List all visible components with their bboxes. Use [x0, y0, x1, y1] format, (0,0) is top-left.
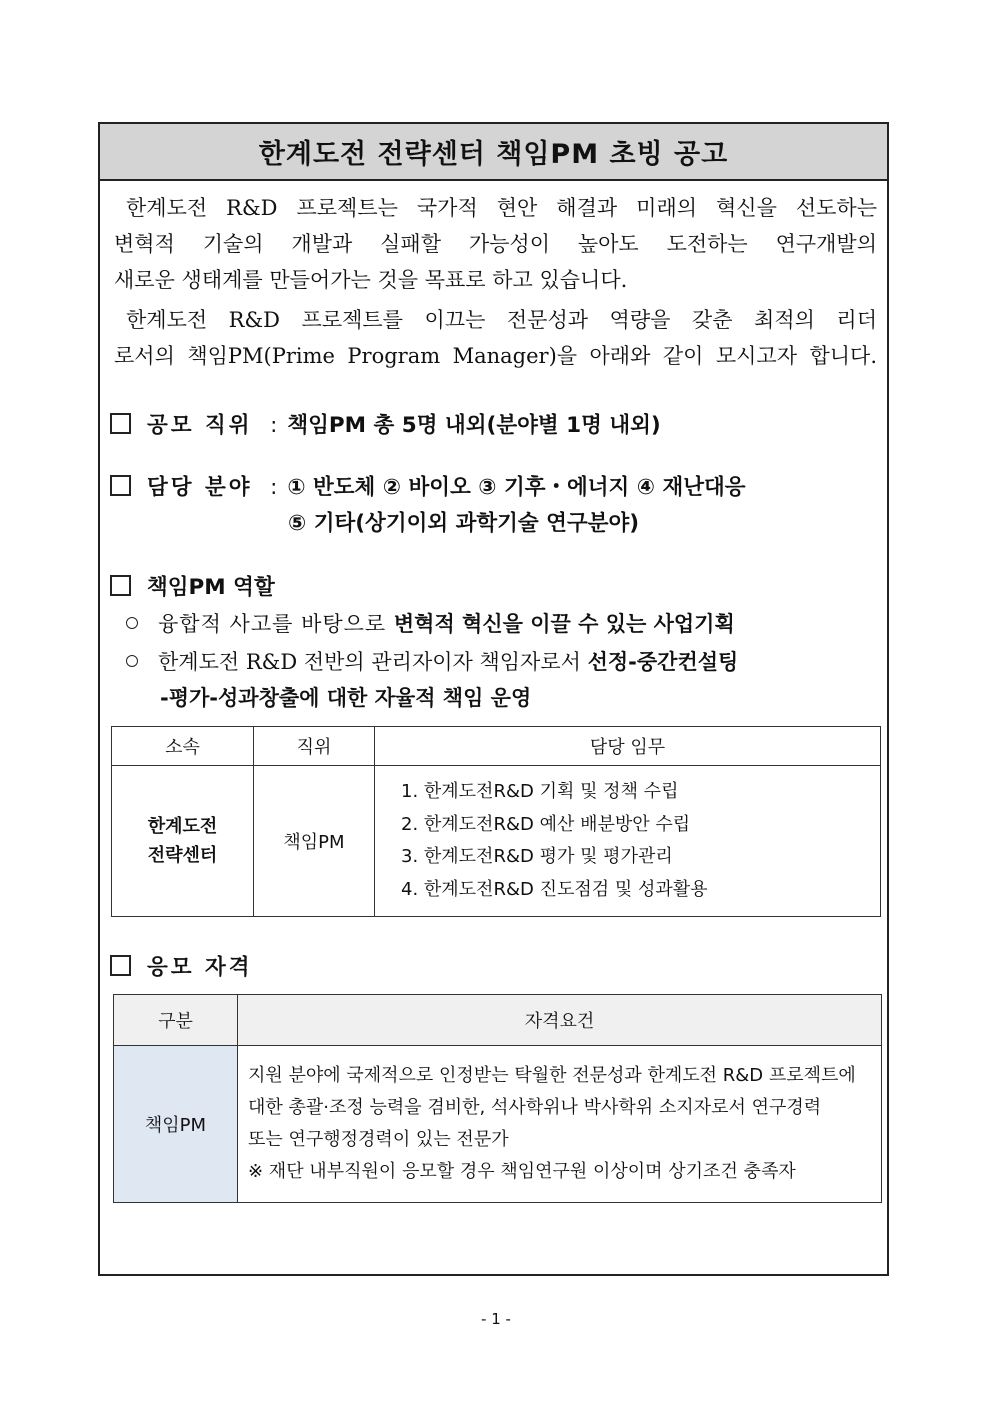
role-bullet-2: [126, 646, 738, 676]
col-affiliation-header: 소속: [112, 727, 254, 766]
fields-line-1: ① 반도체 ② 바이오 ③ 기후・에너지 ④ 재난대응: [287, 475, 746, 500]
col-tasks-header: 담당 임무: [375, 727, 881, 766]
task-item: 3. 한계도전R&D 평가 및 평가관리: [401, 846, 673, 867]
intro-paragraph-1: [114, 190, 877, 298]
qualification-table: [113, 994, 882, 1203]
intro-line: 새로운 생태계를 만들어가는 것을 목표로 하고 있습니다.: [114, 268, 628, 292]
table-header-row: [114, 995, 882, 1046]
intro-line: 로서의 책임PM(Prime Program Manager)을 아래와 같이 모시고자 합니다.: [114, 344, 877, 368]
bullet-circle-icon: [126, 617, 138, 629]
checkbox-square-icon: [110, 475, 131, 496]
role-heading: [110, 570, 275, 601]
requirement-line: 대한 총괄·조정 능력을 겸비한, 석사학위나 박사학위 소지자로서 연구경력: [248, 1097, 822, 1118]
intro-line: 변혁적 기술의 개발과 실패할 가능성이 높아도 도전하는 연구개발의: [114, 232, 877, 256]
position-separator: :: [270, 413, 278, 438]
checkbox-square-icon: [110, 413, 131, 434]
intro-line: 한계도전 R&D 프로젝트를 이끄는 전문성과 역량을 갖춘 최적의 리더: [126, 308, 877, 332]
affiliation-cell: [112, 766, 254, 917]
col-category-header: 구분: [114, 995, 238, 1046]
affiliation-line: 전략센터: [147, 845, 218, 866]
fields-heading: [110, 470, 746, 501]
table-row: [112, 766, 881, 917]
task-item: 4. 한계도전R&D 진도점검 및 성과활용: [401, 878, 708, 900]
page-number: - 1 -: [481, 1310, 511, 1328]
category-cell: 책임PM: [114, 1046, 238, 1203]
checkbox-square-icon: [110, 955, 131, 976]
role-bullet-2-line-2: -평가-성과창출에 대한 자율적 책임 운영: [160, 686, 532, 710]
position-label: 공모 직위: [147, 413, 253, 438]
role-bullet-1-bold: 변혁적 혁신을 이끌 수 있는 사업기획: [393, 612, 735, 636]
fields-line-2: ⑤ 기타(상기이외 과학기술 연구분야): [288, 511, 640, 536]
affiliation-line: 한계도전: [147, 816, 218, 837]
requirement-line: 또는 연구행정경력이 있는 전문가: [248, 1129, 509, 1150]
notice-title: 한계도전 전략센터 책임PM 초빙 공고: [100, 124, 887, 181]
task-item: 2. 한계도전R&D 예산 배분방안 수립: [401, 813, 691, 835]
position-heading: [110, 408, 661, 439]
requirements-cell: [238, 1046, 882, 1203]
role-bullet-2-bold: 선정-중간컨설팅: [587, 650, 739, 674]
fields-label: 담당 분야: [147, 475, 253, 500]
post-cell: 책임PM: [254, 766, 375, 917]
requirement-note: ※ 재단 내부직원이 응모할 경우 책임연구원 이상이며 상기조건 충족자: [248, 1161, 796, 1182]
bullet-circle-icon: [126, 655, 138, 667]
qualification-heading: [110, 950, 253, 981]
tasks-cell: [375, 766, 881, 917]
role-heading-label: 책임PM 역할: [147, 575, 275, 600]
checkbox-square-icon: [110, 575, 131, 596]
role-bullet-1-text: 융합적 사고를 바탕으로: [158, 612, 394, 636]
position-value: 책임PM 총 5명 내외(분야별 1명 내외): [287, 413, 661, 438]
col-requirements-header: 자격요건: [238, 995, 882, 1046]
role-bullet-2-text: 한계도전 R&D 전반의 관리자이자 책임자로서: [158, 650, 588, 674]
table-header-row: [112, 727, 881, 766]
qualification-heading-label: 응모 자격: [147, 955, 253, 980]
requirement-line: 지원 분야에 국제적으로 인정받는 탁월한 전문성과 한계도전 R&D 프로젝트에: [248, 1065, 856, 1086]
table-row: [114, 1046, 882, 1203]
intro-line: 한계도전 R&D 프로젝트는 국가적 현안 해결과 미래의 혁신을 선도하는: [126, 196, 877, 220]
role-table: [111, 726, 881, 917]
task-item: 1. 한계도전R&D 기획 및 정책 수립: [401, 781, 679, 802]
notice-frame: [98, 122, 889, 1276]
role-bullet-1: [126, 608, 735, 638]
intro-paragraph-2: [114, 302, 877, 374]
col-post-header: 직위: [254, 727, 375, 766]
fields-separator: :: [270, 475, 278, 500]
